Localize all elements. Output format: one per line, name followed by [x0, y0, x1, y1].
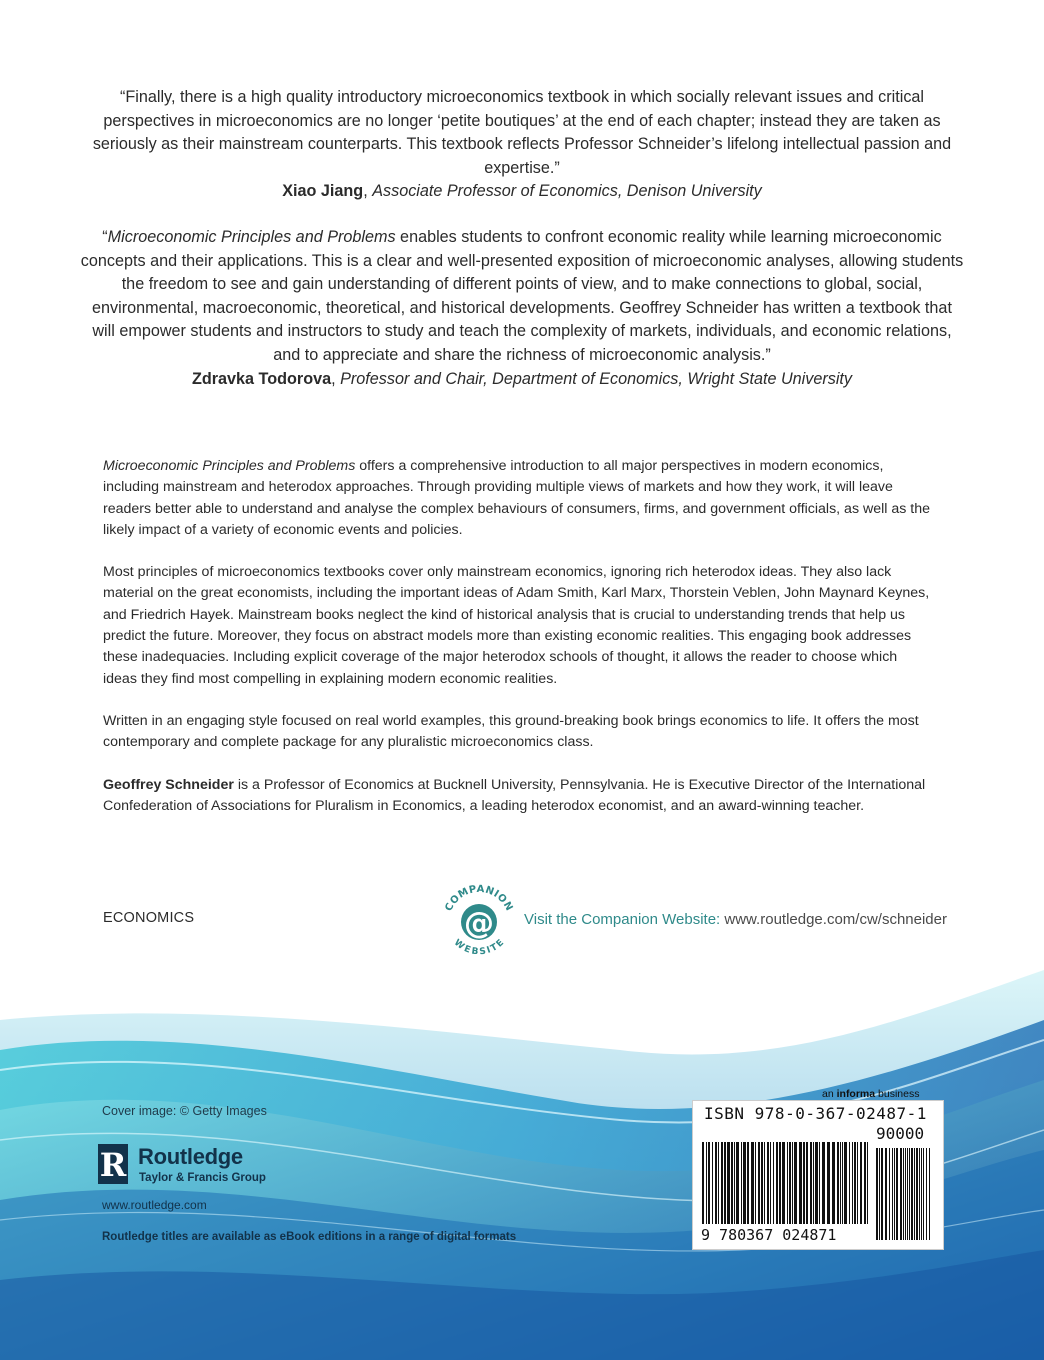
endorsement-quote-2: [80, 226, 964, 368]
companion-website-badge-icon: [440, 880, 518, 958]
publisher-name: Routledge: [138, 1144, 243, 1169]
endorser-role-2: Professor and Chair, Department of Economics, Wright State University: [340, 369, 853, 388]
cover-image-credit: Cover image: © Getty Images: [102, 1104, 267, 1118]
endorser-name-2: Zdravka Todorova: [191, 369, 332, 388]
book-title-inline-2: Microeconomic Principles and Problems: [103, 458, 356, 474]
book-description: [103, 456, 933, 838]
endorsement-attribution-1: Xiao Jiang, Associate Professor of Economics, Denison University: [282, 182, 762, 201]
description-paragraph-1: [103, 456, 933, 541]
companion-website-link[interactable]: www.routledge.com/cw/schneider: [724, 911, 947, 928]
publisher-website-link[interactable]: www.routledge.com: [102, 1198, 207, 1212]
author-bio-text: is a Professor of Economics at Bucknell University, Pennsylvania. He is Executive Director of the International Confederation of Associations for Pluralism in Economics, a leading heterodox economist, and an award-winning teacher.: [103, 776, 926, 814]
publisher-group: Taylor & Francis Group: [139, 1172, 266, 1184]
barcode-icon: [700, 1128, 936, 1242]
description-paragraph-1-text: offers a comprehensive introduction to all major perspectives in modern economics, including mainstream and heterodox approaches. Through providing multiple views of markets and how they work, it will leave readers better able to understand and analyse the complex behaviours of consumers, firms, and government officials, as well as the likely impact of a variety of economic events and policies.: [103, 458, 931, 538]
author-name: Geoffrey Schneider: [103, 776, 234, 793]
description-paragraph-2: Most principles of microeconomics textbooks cover only mainstream economics, ignoring rich heterodox ideas. They also lack material on the great economists, including the important ideas of Adam Smith, Karl Marx, Thorstein Veblen, John Maynard Keynes, and Friedrich Hayek. Mainstream books neglect the kind of historical analysis that is crucial to understanding trends that help us predict the future. Moreover, they focus on abstract models more than existing economic realities. This engaging book addresses these inadequacies. Including explicit coverage of the major heterodox schools of thought, it allows the reader to choose which ideas they find most compelling in explaining modern economic realities.: [103, 564, 930, 687]
endorsements: [80, 86, 964, 391]
companion-badge-top-text: COMPANION: [443, 883, 515, 914]
barcode-addon-number: 90000: [876, 1124, 925, 1143]
endorser-role-1: Associate Professor of Economics, Denison University: [372, 182, 762, 201]
svg-text:R: R: [99, 1146, 127, 1184]
informa-prefix: an: [822, 1088, 837, 1100]
companion-badge-bottom-text: WEBSITE: [451, 937, 507, 958]
author-bio: [103, 775, 933, 818]
endorsement-quote-2-text: enables students to confront economic reality while learning microeconomic concepts and their applications. This is a clear and well-presented exposition of microeconomic analyses, allowing students the freedom to see and gain understanding of different points of view, and to make connections to global, social, environmental, macroeconomic, theoretical, and historical developments. Geoffrey Schneider has written a textbook that will empower students and instructors to study and teach the complexity of markets, individuals, and economic relations, and to appreciate and share the richness of microeconomic analysis.”: [80, 227, 964, 364]
subject-category: ECONOMICS: [103, 910, 195, 926]
quote-open-mark: “: [102, 227, 108, 246]
informa-business-tag: [822, 1088, 919, 1100]
endorsement-quote-1: “Finally, there is a high quality introductory microeconomics textbook in which socially relevant issues and critical perspectives in microeconomics are no longer ‘petite boutiques’ at the end of each chapter; instead they are taken as seriously as their mainstream counterparts. This textbook reflects Professor Schneider’s lifelong intellectual passion and expertise.”: [92, 88, 952, 177]
book-title-inline: Microeconomic Principles and Problems: [107, 227, 396, 246]
companion-website-line: [524, 911, 947, 928]
description-paragraph-3: Written in an engaging style focused on real world examples, this ground-breaking book brings economics to life. It offers the most contemporary and complete package for any pluralistic microeconomics class.: [103, 712, 919, 751]
endorser-name-1: Xiao Jiang: [282, 182, 364, 201]
informa-brand: informa: [836, 1088, 876, 1100]
ean-number: 9 780367 024871: [701, 1226, 837, 1244]
isbn-number: ISBN 978-0-367-02487-1: [704, 1104, 927, 1123]
endorsement-attribution-2: Zdravka Todorova, Professor and Chair, Department of Economics, Wright State University: [191, 369, 853, 388]
companion-website-label: Visit the Companion Website:: [524, 911, 721, 928]
ebook-availability-note: Routledge titles are available as eBook editions in a range of digital formats: [102, 1231, 517, 1243]
companion-badge-symbol: @: [464, 906, 494, 941]
informa-suffix: business: [875, 1088, 920, 1100]
